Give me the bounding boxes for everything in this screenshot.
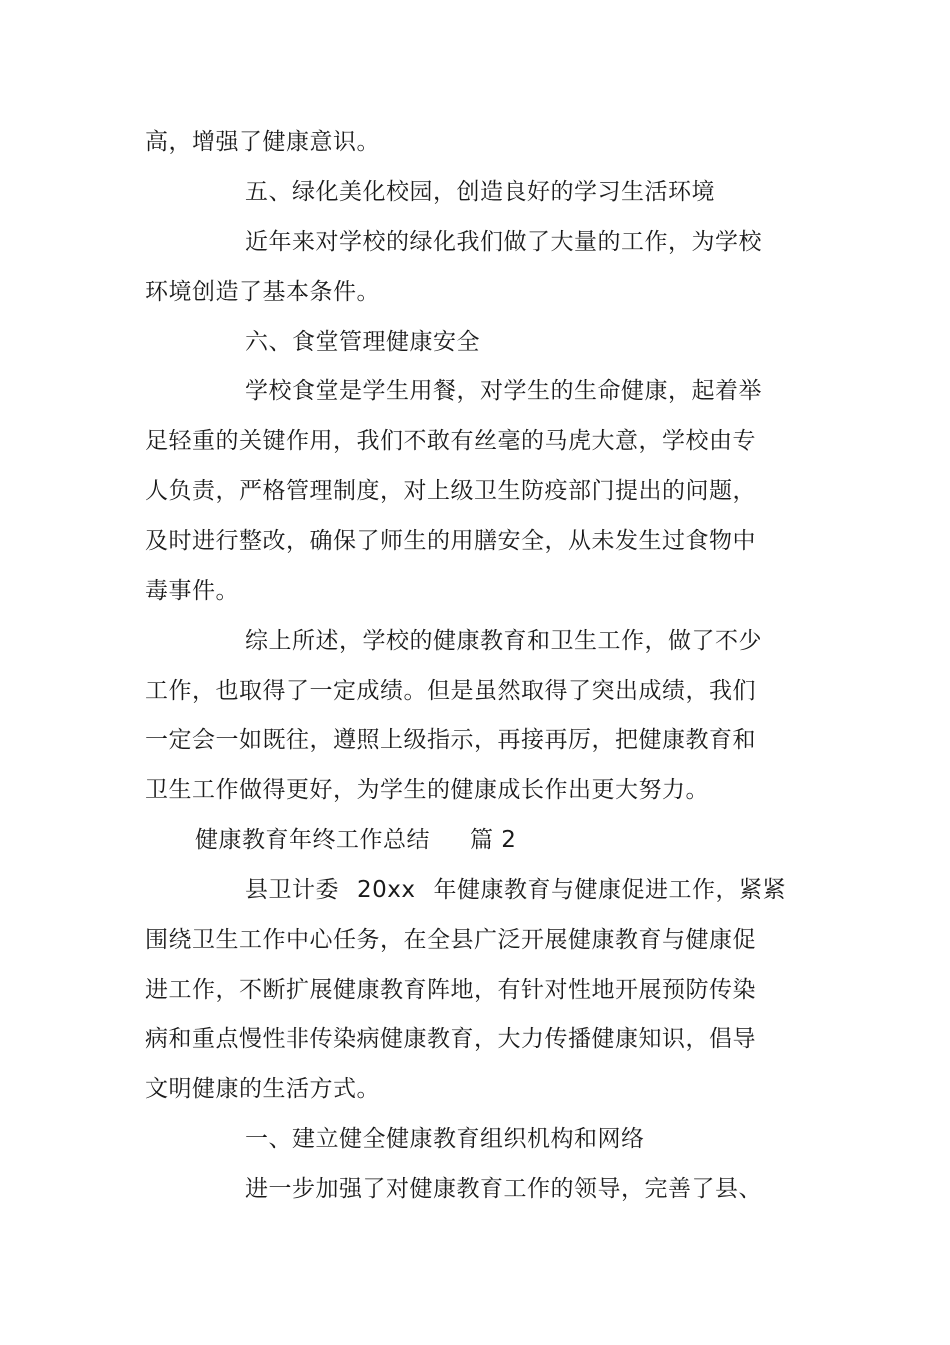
text-line: 环境创造了基本条件。: [145, 279, 380, 305]
text-line: 进一步加强了对健康教育工作的领导，完善了县、: [245, 1176, 762, 1202]
text-line: 工作，也取得了一定成绩。但是虽然取得了突出成绩，我们: [145, 678, 756, 704]
section-title-text: 健康教育年终工作总结: [195, 827, 430, 853]
text-line: 学校食堂是学生用餐，对学生的生命健康，起着举: [245, 378, 762, 404]
text-line: 文明健康的生活方式。: [145, 1076, 380, 1102]
text-line: 及时进行整改，确保了师生的用膳安全，从未发生过食物中: [145, 528, 756, 554]
text-line: 毒事件。: [145, 578, 239, 604]
text-line: 高，增强了健康意识。: [145, 129, 380, 155]
text-line: 综上所述，学校的健康教育和卫生工作，做了不少: [245, 628, 762, 654]
text-line: 病和重点慢性非传染病健康教育，大力传播健康知识，倡导: [145, 1026, 756, 1052]
text-line: 近年来对学校的绿化我们做了大量的工作，为学校: [245, 229, 762, 255]
section-heading-1: 一、建立健全健康教育组织机构和网络: [245, 1126, 645, 1152]
section-heading-5: 五、绿化美化校园，创造良好的学习生活环境: [245, 179, 715, 205]
text-line: [245, 875, 786, 905]
text-line: 足轻重的关键作用，我们不敢有丝毫的马虎大意，学校由专: [145, 428, 756, 454]
section-title: [195, 825, 516, 855]
section-label: 篇 2: [470, 827, 517, 853]
text-line: 卫生工作做得更好，为学生的健康成长作出更大努力。: [145, 777, 709, 803]
para-start-b: 年健康教育与健康促进工作，紧紧: [433, 877, 786, 903]
text-line: 人负责，严格管理制度，对上级卫生防疫部门提出的问题，: [145, 478, 756, 504]
text-line: 一定会一如既往，遵照上级指示，再接再厉，把健康教育和: [145, 727, 756, 753]
text-line: 进工作，不断扩展健康教育阵地，有针对性地开展预防传染: [145, 977, 756, 1003]
para-start-a: 县卫计委: [245, 877, 339, 903]
para-start-year: 20xx: [357, 877, 416, 903]
text-line: 围绕卫生工作中心任务，在全县广泛开展健康教育与健康促: [145, 927, 756, 953]
section-heading-6: 六、食堂管理健康安全: [245, 329, 480, 355]
